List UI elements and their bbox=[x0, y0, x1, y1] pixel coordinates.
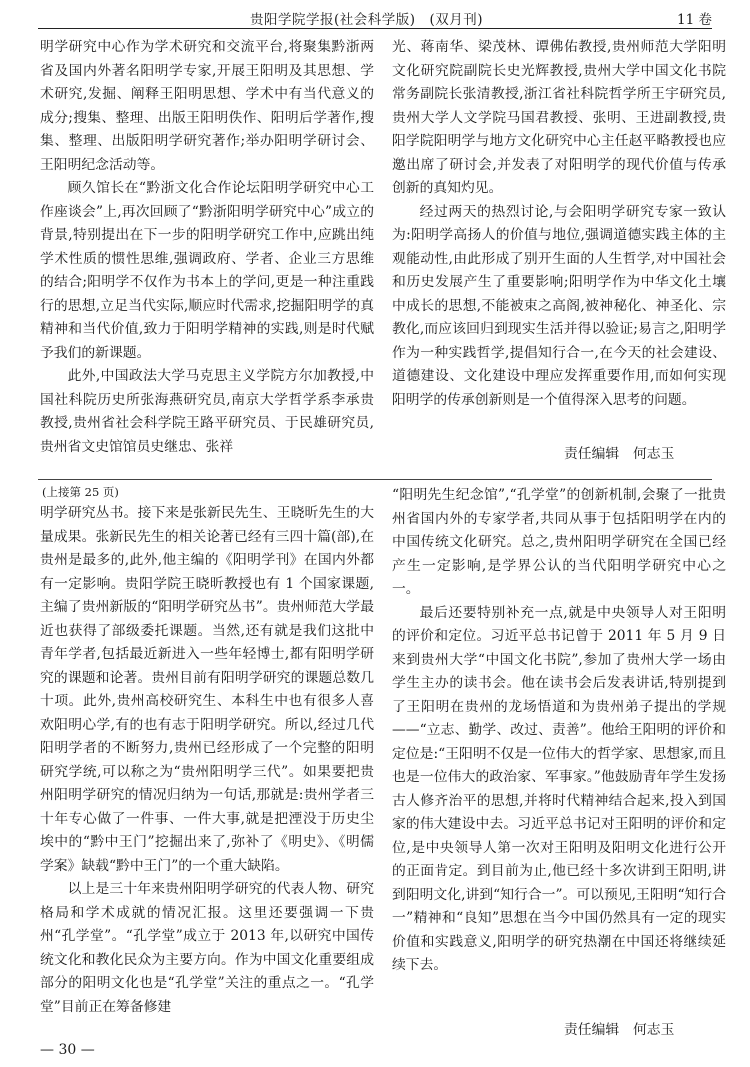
paragraph: 经过两天的热烈讨论,与会阳明学研究专家一致认为:阳明学高扬人的价值与地位,强调道德实践主体的主观能动性,由此形成了别开生面的人生哲学,对中国社会和历史发展产生了重要影响;阳明学作为中华文化土壤中成长的思想,不能被束之高阁,被神秘化、神圣化、宗教化,而应该回归到现实生活并得以验证;易言之,阳明学作为一种实践哲学,提倡知行合一,在今天的社会建设、道德建设、文化建设中理应发挥重要作用,而如何实现阳明学的传承创新则是一个值得深入思考的问题。 bbox=[392, 203, 726, 408]
top-left-column bbox=[40, 36, 374, 459]
paragraph: 光、蒋南华、梁茂林、谭佛佑教授,贵州师范大学阳明文化研究院副院长史光辉教授,贵州大学中国文化书院常务副院长张清教授,浙江省社科院哲学所王宇研究员,贵州大学人文学院马国君教授、张明、王进副教授,贵阳学院阳明学与地方文化研究中心主任赵平略教授也应邀出席了研讨会,并发表了对阳明学的现代价值与传承创新的真知灼见。 bbox=[392, 39, 726, 196]
running-header bbox=[38, 6, 712, 29]
paragraph: 以上是三十年来贵州阳明学研究的代表人物、研究格局和学术成就的情况汇报。这里还要强调一下贵州“孔学堂”。“孔学堂”成立于 2013 年,以研究中国传统文化和教化民众为主要方向。作为中国文化重要组成部分的阳明文化也是“孔学堂”关注的重点之一。“孔学堂”目前正在筹备修建 bbox=[40, 881, 374, 1015]
paragraph: 明学研究丛书。接下来是张新民先生、王晓昕先生的大量成果。张新民先生的相关论著已经有三四十篇(部),在贵州是最多的,此外,他主编的《阳明学刊》在国内外都有一定影响。贵阳学院王晓昕教授也有 1 个国家课题,主编了贵州新版的“阳明学研究丛书”。贵州师范大学最近也获得了部级委托课题。当然,还有就是我们这批中青年学者,包括最近新进入一些年轻博士,都有阳明学研究的课题和论著。贵州目前有阳明学研究的课题总数几十项。此外,贵州高校研究生、本科生中也有很多人喜欢阳明心学,有的也有志于阳明学研究。所以,经过几代阳明学者的不断努力,贵州已经形成了一个完整的阳明研究学统,可以称之为“贵州阳明学三代”。如果要把贵州阳明学研究的情况归纳为一句话,那就是:贵州学者三十年专心做了一件事、一件大事,就是把湮没于历史尘埃中的“黔中王门”挖掘出来了,弥补了《明史》、《明儒学案》缺载“黔中王门”的一个重大缺陷。 bbox=[40, 505, 374, 874]
responsible-editor: 责任编辑 何志玉 bbox=[564, 446, 675, 462]
paragraph: “阳明先生纪念馆”,“孔学堂”的创新机制,会聚了一批贵州省国内外的专家学者,共同从事于包括阳明学在内的中国传统文化研究。总之,贵州阳明学研究在全国已经产生一定影响,是学界公认的当代阳明学研究中心之一。 bbox=[392, 487, 726, 597]
paragraph: 顾久馆长在“黔浙文化合作论坛阳明学研究中心工作座谈会”上,再次回顾了“黔浙阳明学研究中心”成立的背景,特别提出在下一步的阳明学研究工作中,应跳出纯学术性质的惯性思维,强调政府、学者、企业三方思维的结合;阳明学不仅作为书本上的学问,更是一种注重践行的思想,立足当代实际,顺应时代需求,挖掘阳明学的真精神和当代价值,致力于阳明学精神的实践,则是时代赋予我们的新课题。 bbox=[40, 180, 374, 361]
page-number: — 30 — bbox=[40, 1042, 95, 1058]
continued-from-note: (上接第 25 页) bbox=[42, 485, 119, 499]
responsible-editor: 责任编辑 何志玉 bbox=[564, 1022, 675, 1038]
bottom-right-column bbox=[392, 484, 726, 978]
section-divider bbox=[38, 479, 712, 480]
top-right-column bbox=[392, 36, 726, 412]
paragraph: 明学研究中心作为学术研究和交流平台,将聚集黔浙两省及国内外著名阳明学专家,开展王阳明及其思想、学术研究,发掘、阐释王阳明思想、学术中有当代意义的成分;搜集、整理、出版王阳明佚作、阳明后学著作,搜集、整理、出版阳明学研究著作;举办阳明学研讨会、王阳明纪念活动等。 bbox=[40, 39, 374, 173]
paragraph: 此外,中国政法大学马克思主义学院方尔加教授,中国社科院历史所张海燕研究员,南京大学哲学系李承贵教授,贵州省社会科学院王路平研究员、于民雄研究员,贵州省文史馆馆员史继忠、张祥 bbox=[40, 368, 374, 455]
journal-title: 贵阳学院学报(社会科学版) (双月刊) bbox=[250, 12, 484, 28]
paragraph: 最后还要特别补充一点,就是中央领导人对王阳明的评价和定位。习近平总书记曾于 2011 年 5 月 9 日来到贵州大学“中国文化书院”,参加了贵州大学一场由学生主办的读书会。他在读书会后发表讲话,特别提到了王阳明在贵州的龙场悟道和为贵州弟子提出的学规——“立志、勤学、改过、责善”。他给王阳明的评价和定位是:“王阳明不仅是一位伟大的哲学家、思想家,而且也是一位伟大的政治家、军事家。”他鼓励青年学生发扬古人修齐治平的思想,并将时代精神结合起来,投入到国家的伟大建设中去。习近平总书记对王阳明的评价和定位,是中央领导人第一次对王阳明及阳明文化进行公开的正面肯定。到目前为止,他已经十多次讲到王阳明,讲到阳明文化,讲到“知行合一”。可以预见,王阳明“知行合一”精神和“良知”思想在当今中国仍然具有一定的现实价值和实践意义,阳明学的研究热潮在中国还将继续延续下去。 bbox=[392, 604, 726, 973]
volume-label: 11 卷 bbox=[677, 12, 712, 28]
bottom-left-column bbox=[40, 502, 374, 1019]
